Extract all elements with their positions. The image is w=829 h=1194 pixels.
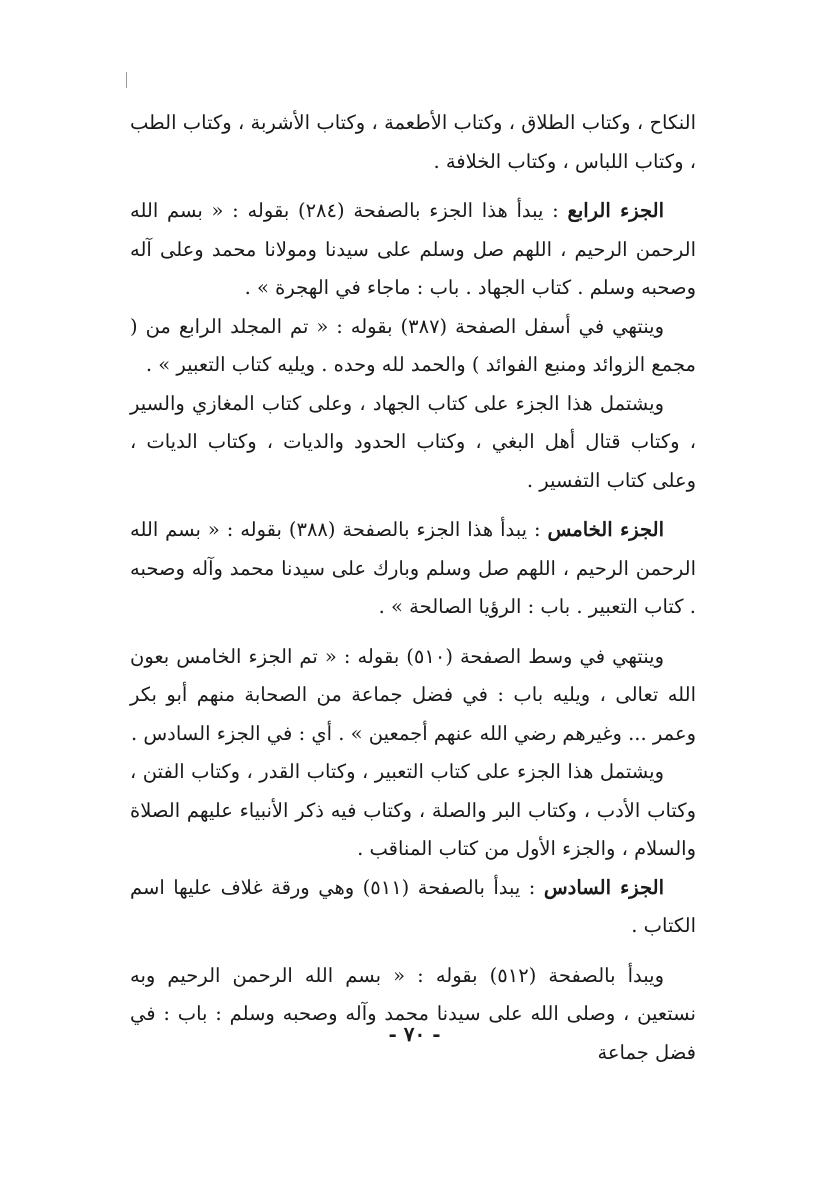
page-number: - ٧٠ - <box>388 1022 441 1046</box>
paragraph-text: : يبدأ هذا الجزء بالصفحة (٢٨٤) بقوله : « بسم الله الرحمن الرحيم ، اللهم صل وسلم على سيدنا ومولانا محمد وعلى آله وصحبه وسلم . كتاب الجهاد . باب : ماجاء في الهجرة » . <box>130 199 696 299</box>
paragraph-text: وينتهي في أسفل الصفحة (٣٨٧) بقوله : « تم المجلد الرابع من ( مجمع الزوائد ومنبع الفوائد ) والحمد لله وحده . ويليه كتاب التعبير » . <box>130 314 696 376</box>
paragraph-text: ويشتمل هذا الجزء على كتاب الجهاد ، وعلى كتاب المغازي والسير ، وكتاب قتال أهل البغي ، وكتاب الحدود والديات ، وكتاب الديات ، وعلى كتاب التفسير . <box>130 391 696 492</box>
body-text <box>130 104 696 1072</box>
paragraph-book-list-continued <box>130 104 696 181</box>
paragraph-text: : يبدأ هذا الجزء بالصفحة (٣٨٨) بقوله : « بسم الله الرحمن الرحيم ، اللهم صل وسلم وبارك على سيدنا محمد وآله وصحبه . كتاب التعبير . باب : الرؤيا الصالحة » . <box>130 518 696 618</box>
paragraph-part-four-ending <box>130 308 696 385</box>
paragraph-part-four <box>130 192 696 308</box>
paragraph-part-six-beginning <box>130 957 696 1073</box>
paragraph-text: وينتهي في وسط الصفحة (٥١٠) بقوله : « تم الجزء الخامس بعون الله تعالى ، ويليه باب : في فضل جماعة من الصحابة منهم أبو بكر وعمر ... وغيرهم رضي الله عنهم أجمعين » . أي : في الجزء السادس . <box>130 644 696 745</box>
paragraph-part-five-contents <box>130 753 696 869</box>
paragraph-part-six <box>130 869 696 946</box>
paragraph-text: النكاح ، وكتاب الطلاق ، وكتاب الأطعمة ، وكتاب الأشربة ، وكتاب الطب ، وكتاب اللباس ، وكتاب الخلافة . <box>130 111 696 173</box>
section-label-part-four: الجزء الرابع <box>567 199 664 222</box>
paragraph-text: : يبدأ بالصفحة (٥١١) وهي ورقة غلاف عليها اسم الكتاب . <box>130 875 696 937</box>
paragraph-part-five <box>130 511 696 627</box>
section-label-part-five: الجزء الخامس <box>547 518 665 541</box>
paragraph-part-five-ending <box>130 638 696 754</box>
paragraph-text: ويشتمل هذا الجزء على كتاب التعبير ، وكتاب القدر ، وكتاب الفتن ، وكتاب الأدب ، وكتاب البر والصلة ، وكتاب فيه ذكر الأنبياء عليهم الصلاة والسلام ، والجزء الأول من كتاب المناقب . <box>130 760 696 860</box>
paragraph-part-four-contents <box>130 385 696 501</box>
scan-margin-mark <box>126 72 127 88</box>
section-label-part-six: الجزء السادس <box>543 875 664 899</box>
paragraph-text: ويبدأ بالصفحة (٥١٢) بقوله : « بسم الله الرحمن الرحيم وبه نستعين ، وصلى الله على سيدنا محمد وآله وصحبه وسلم : باب : في فضل جماعة <box>130 963 696 1064</box>
